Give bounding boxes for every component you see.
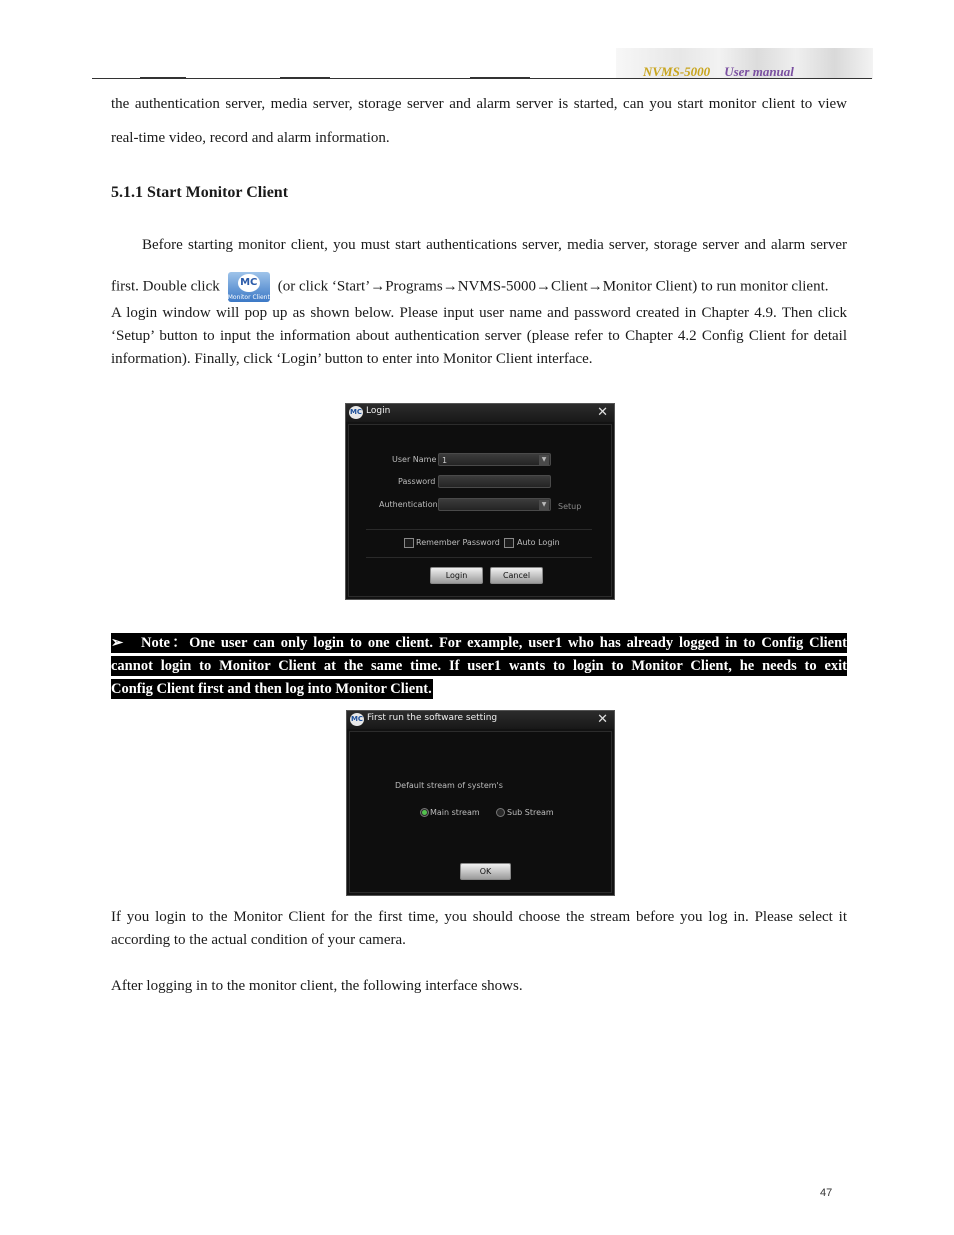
header-dash bbox=[470, 77, 530, 79]
auto-login-label: Auto Login bbox=[517, 538, 560, 547]
para1-line1: the authentication server, media server, storage server and alarm server is started, can you start monitor client to view bbox=[111, 96, 847, 112]
note-line-1 bbox=[111, 633, 847, 653]
chevron-down-icon: ▼ bbox=[539, 500, 549, 510]
header-dash bbox=[280, 77, 330, 79]
divider bbox=[366, 529, 592, 530]
user-name-value: 1 bbox=[442, 456, 448, 465]
mc-logo-icon: MC bbox=[349, 406, 363, 419]
divider bbox=[366, 557, 592, 558]
para2-line2-before: first. Double click bbox=[111, 278, 220, 295]
header-dash bbox=[140, 77, 186, 79]
login-titlebar bbox=[346, 404, 614, 422]
para3-line2: according to the actual condition of your camera. bbox=[111, 932, 406, 948]
mc-icon-label: Monitor Client bbox=[227, 294, 270, 301]
header-doc: User manual bbox=[724, 64, 794, 79]
login-title: Login bbox=[366, 406, 391, 416]
note-bullet: ➢ bbox=[111, 635, 124, 651]
note-text-1: Note：One user can only login to one client. For example, user1 who has already logged in to Config Client bbox=[140, 635, 848, 651]
page-number: 47 bbox=[820, 1187, 833, 1199]
para2-rest: A login window will pop up as shown below. Please input user name and password created in Chapter 4.9. Then click ‘Setup’ button to input the information about authentication server (please refer to Chapter 4.2 Config Client for detail information). Finally, click ‘Login’ button to enter into Monitor Client interface. bbox=[111, 305, 847, 367]
section-heading: 5.1.1 Start Monitor Client bbox=[111, 184, 289, 201]
cancel-button[interactable]: Cancel bbox=[490, 567, 543, 584]
para1-line2: real-time video, record and alarm information. bbox=[111, 130, 390, 146]
note-line-2: cannot login to Monitor Client at the same time. If user1 wants to login to Monitor Client, he needs to exit bbox=[111, 658, 847, 674]
ok-button[interactable]: OK bbox=[460, 863, 511, 880]
first-run-title: First run the software setting bbox=[367, 713, 498, 723]
para2-line2 bbox=[111, 272, 847, 302]
para2-line1: Before starting monitor client, you must start authentications server, media server, storage server and alarm server bbox=[142, 237, 847, 253]
para2-line2-after: (or click ‘Start’→Programs→NVMS-5000→Client→Monitor Client) to run monitor client. bbox=[277, 278, 829, 295]
note-line-3: Config Client first and then log into Monitor Client. bbox=[111, 681, 432, 697]
remember-password-checkbox[interactable] bbox=[404, 538, 414, 548]
sub-stream-radio[interactable] bbox=[496, 808, 505, 817]
remember-password-label: Remember Password bbox=[416, 538, 500, 547]
mc-glyph: MC bbox=[238, 274, 260, 292]
authentication-select[interactable] bbox=[438, 498, 551, 511]
password-label: Password bbox=[398, 477, 436, 486]
header-title bbox=[643, 64, 794, 80]
login-dialog bbox=[345, 403, 615, 600]
main-stream-radio[interactable] bbox=[420, 808, 429, 817]
user-name-label: User Name bbox=[392, 455, 437, 464]
sub-stream-label: Sub Stream bbox=[507, 808, 554, 817]
para4: After logging in to the monitor client, the following interface shows. bbox=[111, 978, 523, 994]
monitor-client-icon[interactable] bbox=[228, 272, 270, 302]
close-icon[interactable]: ✕ bbox=[597, 712, 608, 727]
first-run-titlebar bbox=[347, 711, 614, 729]
main-stream-label: Main stream bbox=[430, 808, 480, 817]
authentication-label: Authentication bbox=[379, 500, 438, 509]
password-field[interactable] bbox=[438, 475, 551, 488]
header-product: NVMS-5000 bbox=[643, 64, 711, 79]
login-button[interactable]: Login bbox=[430, 567, 483, 584]
setup-link[interactable]: Setup bbox=[558, 502, 582, 511]
close-icon[interactable]: ✕ bbox=[597, 405, 608, 420]
user-name-select[interactable] bbox=[438, 453, 551, 466]
mc-logo-icon: MC bbox=[350, 713, 364, 726]
stream-prompt: Default stream of system's bbox=[395, 781, 503, 790]
first-run-dialog bbox=[346, 710, 615, 896]
auto-login-checkbox[interactable] bbox=[504, 538, 514, 548]
para3-line1: If you login to the Monitor Client for the first time, you should choose the stream before you log in. Please select it bbox=[111, 909, 847, 925]
chevron-down-icon: ▼ bbox=[539, 455, 549, 465]
